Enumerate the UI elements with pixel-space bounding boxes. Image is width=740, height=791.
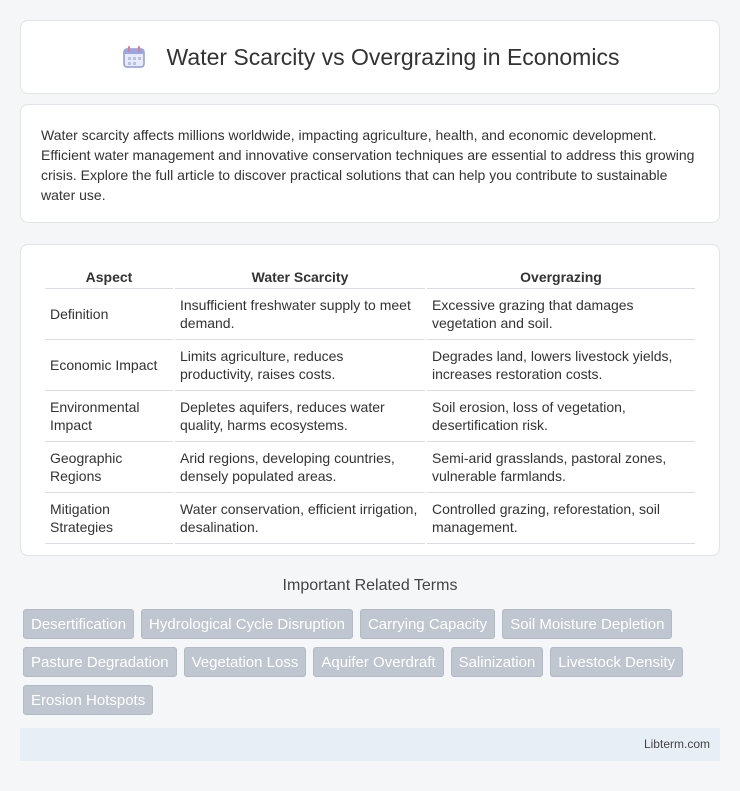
tag-soil-moisture-depletion[interactable]: Soil Moisture Depletion — [502, 609, 672, 639]
table-row — [45, 442, 695, 493]
tag-carrying-capacity[interactable]: Carrying Capacity — [360, 609, 495, 639]
cell-overgrazing: Excessive grazing that damages vegetation and soil. — [427, 289, 695, 340]
tag-aquifer-overdraft[interactable]: Aquifer Overdraft — [313, 647, 443, 677]
header-water-scarcity: Water Scarcity — [175, 267, 425, 289]
tag-desertification[interactable]: Desertification — [23, 609, 134, 639]
cell-aspect: Environmental Impact — [45, 391, 173, 442]
cell-water-scarcity: Depletes aquifers, reduces water quality, harms ecosystems. — [175, 391, 425, 442]
intro-text: Water scarcity affects millions worldwide, impacting agriculture, health, and economic development. Efficient water management and innovative conservation techniques are essential to address this growing crisis. Explore the full article to discover practical solutions that can help you contribute to sustainable water use. — [41, 127, 695, 203]
cell-aspect: Economic Impact — [45, 340, 173, 391]
title-card — [20, 20, 720, 94]
cell-aspect: Mitigation Strategies — [45, 493, 173, 544]
intro-card — [20, 104, 720, 223]
comparison-table-card — [20, 244, 720, 556]
page-title: Water Scarcity vs Overgrazing in Economics — [166, 43, 620, 70]
table-row — [45, 493, 695, 544]
table-row — [45, 391, 695, 442]
cell-water-scarcity: Limits agriculture, reduces productivity, raises costs. — [175, 340, 425, 391]
comparison-table — [43, 267, 697, 544]
footer-site-link[interactable]: Libterm.com — [643, 737, 710, 751]
header-aspect: Aspect — [45, 267, 173, 289]
header-overgrazing: Overgrazing — [427, 267, 695, 289]
tag-livestock-density[interactable]: Livestock Density — [550, 647, 683, 677]
related-terms-list — [23, 609, 723, 715]
cell-overgrazing: Semi-arid grasslands, pastoral zones, vulnerable farmlands. — [427, 442, 695, 493]
tag-vegetation-loss[interactable]: Vegetation Loss — [184, 647, 307, 677]
cell-aspect: Definition — [45, 289, 173, 340]
cell-water-scarcity: Insufficient freshwater supply to meet demand. — [175, 289, 425, 340]
table-row — [45, 289, 695, 340]
table-row — [45, 340, 695, 391]
related-terms-title: Important Related Terms — [282, 577, 458, 594]
cell-overgrazing: Controlled grazing, reforestation, soil management. — [427, 493, 695, 544]
cell-overgrazing: Degrades land, lowers livestock yields, increases restoration costs. — [427, 340, 695, 391]
table-header-row — [45, 267, 695, 289]
calendar-icon — [121, 44, 147, 70]
tag-erosion-hotspots[interactable]: Erosion Hotspots — [23, 685, 153, 715]
cell-overgrazing: Soil erosion, loss of vegetation, desertification risk. — [427, 391, 695, 442]
cell-water-scarcity: Arid regions, developing countries, densely populated areas. — [175, 442, 425, 493]
tag-pasture-degradation[interactable]: Pasture Degradation — [23, 647, 177, 677]
tag-hydrological-cycle-disruption[interactable]: Hydrological Cycle Disruption — [141, 609, 353, 639]
cell-aspect: Geographic Regions — [45, 442, 173, 493]
footer — [20, 728, 720, 761]
cell-water-scarcity: Water conservation, efficient irrigation, desalination. — [175, 493, 425, 544]
tag-salinization[interactable]: Salinization — [451, 647, 544, 677]
